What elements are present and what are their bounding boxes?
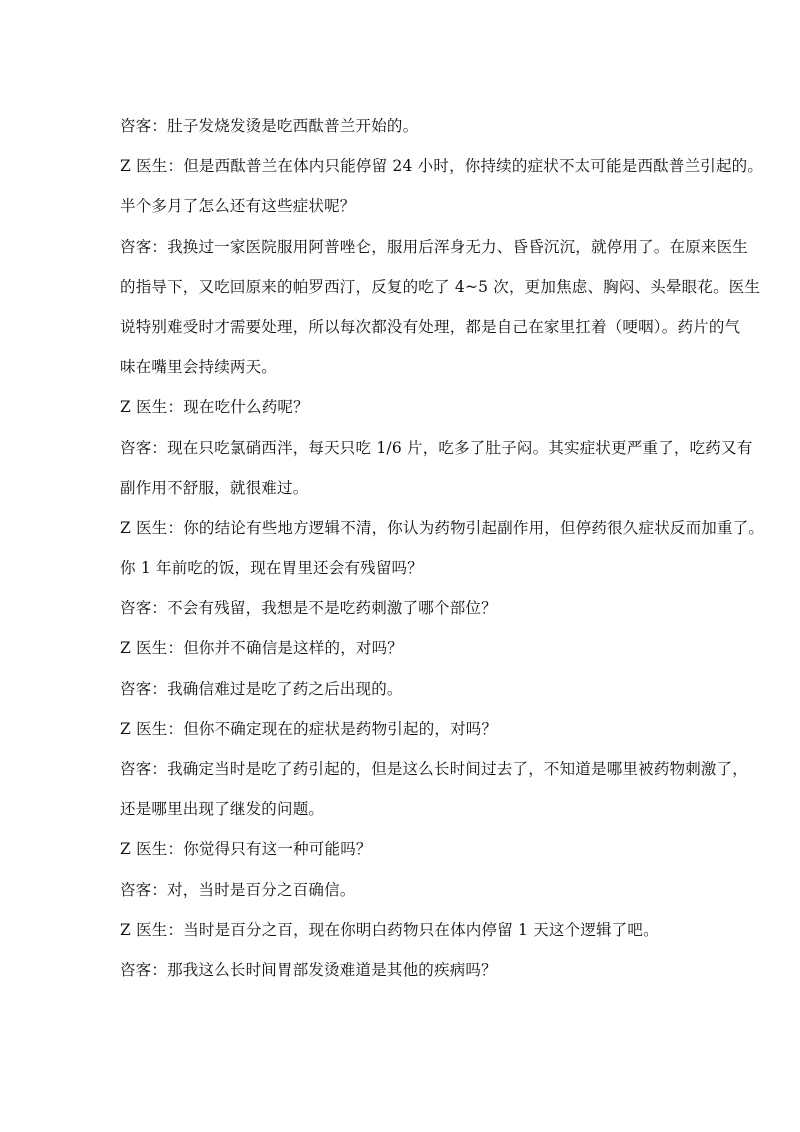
dialogue-line <box>120 186 690 226</box>
dialogue-line <box>120 267 761 307</box>
line-text: 我换过一家医院服用阿普唑仑，服用后浑身无力、昏昏沉沉，就停用了。在原来医生 <box>167 237 749 256</box>
line-text: 半个多月了怎么还有这些症状呢？ <box>120 197 356 216</box>
speaker-label: 咨客： <box>120 960 168 979</box>
line-text: 不会有残留，我想是不是吃药刺激了哪个部位？ <box>167 599 497 618</box>
speaker-label: 咨客： <box>120 117 168 135</box>
speaker-label: Z 医生： <box>120 719 184 738</box>
speaker-label: 咨客： <box>120 880 168 899</box>
line-text: 你觉得只有这一种可能吗？ <box>183 840 372 859</box>
speaker-label: Z 医生： <box>120 920 184 939</box>
dialogue-line <box>120 508 765 548</box>
speaker-label: Z 医生： <box>120 840 184 859</box>
dialogue-line <box>120 628 690 668</box>
dialogue-line <box>120 428 753 468</box>
speaker-label: Z 医生： <box>120 157 184 176</box>
line-text: 现在吃什么药呢？ <box>183 398 309 417</box>
speaker-label: 咨客： <box>120 438 168 457</box>
dialogue-line <box>120 468 690 508</box>
line-text: 当时是百分之百，现在你明白药物只在体内停留 1 天这个逻辑了吧。 <box>183 920 659 939</box>
dialogue-line <box>120 829 690 869</box>
speaker-label: 咨客： <box>120 679 168 698</box>
line-text: 但你并不确信是这样的，对吗？ <box>183 639 404 658</box>
dialogue-line <box>120 709 690 749</box>
speaker-label: Z 医生： <box>120 639 184 658</box>
line-text: 我确定当时是吃了药引起的，但是这么长时间过去了，不知道是哪里被药物刺激了， <box>167 760 749 778</box>
dialogue-line <box>120 347 690 387</box>
dialogue-line <box>120 870 690 910</box>
dialogue-line <box>120 950 690 990</box>
dialogue-line <box>120 307 741 347</box>
line-text: 肚子发烧发烫是吃西酞普兰开始的。 <box>167 117 419 135</box>
line-text: 还是哪里出现了继发的问题。 <box>120 800 325 819</box>
line-text: 味在嘴里会持续两天。 <box>120 358 278 377</box>
dialogue-line <box>120 749 749 789</box>
speaker-label: Z 医生： <box>120 518 184 537</box>
dialogue-line <box>120 227 749 267</box>
line-text: 但你不确定现在的症状是药物引起的，对吗？ <box>183 719 498 738</box>
line-text: 你 1 年前吃的饭，现在胃里还会有残留吗？ <box>120 559 423 578</box>
dialogue-line <box>120 106 690 146</box>
dialogue-line <box>120 387 690 427</box>
line-text: 你的结论有些地方逻辑不清，你认为药物引起副作用，但停药很久症状反而加重了。 <box>183 518 765 537</box>
line-text: 现在只吃氯硝西泮，每天只吃 1/6 片，吃多了肚子闷。其实症状更严重了，吃药又有 <box>167 438 753 457</box>
dialogue-line <box>120 146 764 186</box>
dialogue-line <box>120 910 690 950</box>
dialogue-transcript <box>120 106 765 990</box>
speaker-label: 咨客： <box>120 599 168 618</box>
line-text: 但是西酞普兰在体内只能停留 24 小时，你持续的症状不太可能是西酞普兰引起的。 <box>183 157 764 176</box>
dialogue-line <box>120 789 690 829</box>
dialogue-line <box>120 548 690 588</box>
dialogue-line <box>120 669 690 709</box>
speaker-label: Z 医生： <box>120 398 184 417</box>
line-text: 说特别难受时才需要处理，所以每次都没有处理，都是自己在家里扛着（哽咽）。药片的气 <box>120 317 741 336</box>
line-text: 的指导下，又吃回原来的帕罗西汀，反复的吃了 4~5 次，更加焦虑、胸闷、头晕眼花。医生 <box>120 277 761 296</box>
line-text: 副作用不舒服，就很难过。 <box>120 478 309 497</box>
line-text: 我确信难过是吃了药之后出现的。 <box>167 679 403 698</box>
line-text: 对，当时是百分之百确信。 <box>167 880 356 899</box>
line-text: 那我这么长时间胃部发烫难道是其他的疾病吗？ <box>167 960 497 979</box>
speaker-label: 咨客： <box>120 237 168 256</box>
speaker-label: 咨客： <box>120 760 168 778</box>
dialogue-line <box>120 588 690 628</box>
